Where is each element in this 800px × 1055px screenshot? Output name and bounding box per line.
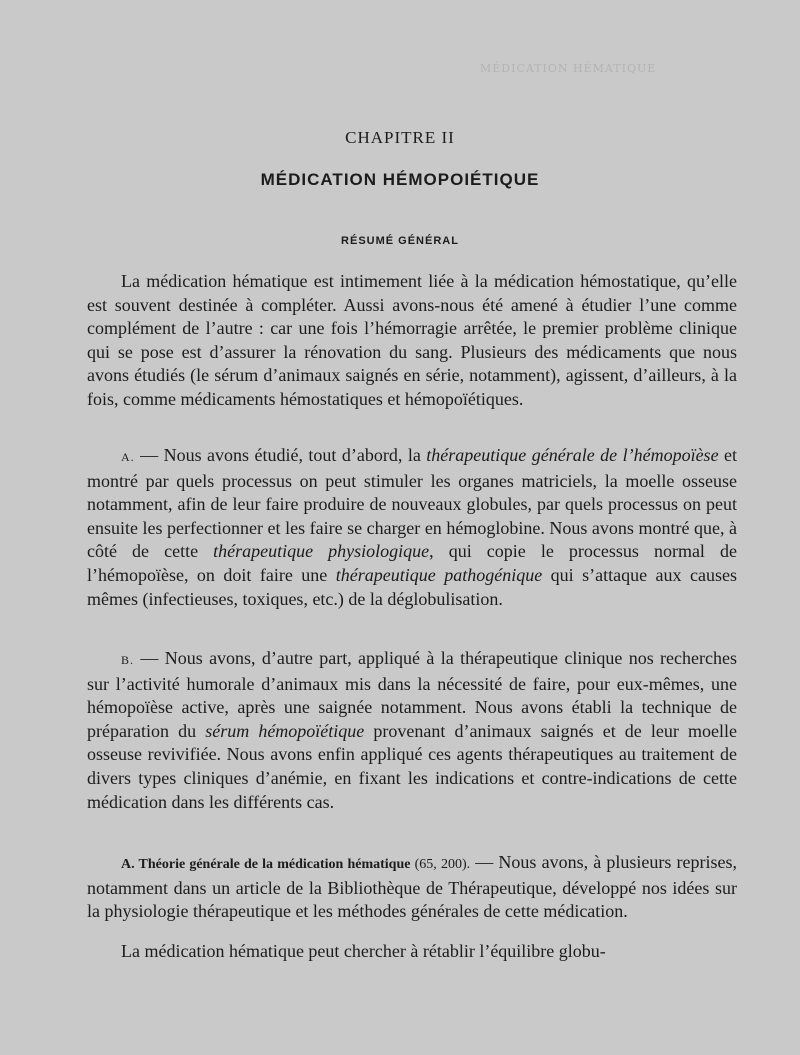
chapter-title: MÉDICATION HÉMOPOIÉTIQUE <box>260 170 540 189</box>
theory-body: — Nous avons, à plusieurs reprises, notamment dans un article de la Bibliothèque de Thérapeutique, développé nos idées sur la physiologie thérapeutique et les méthodes générales de cette médication. <box>87 852 737 922</box>
section-a-run-4: qui s’attaque aux causes mêmes (infectieuses, toxiques, etc.) de la déglobulisation. <box>87 564 737 609</box>
theory-text <box>87 851 737 924</box>
section-b-run-2: provenant d’animaux saignés et de leur moelle osseuse revivifiée. Nous avons enfin appliqué ces agents thérapeutiques au traitement de divers types cliniques d’anémie, en fixant les indications et contre-indications de cette médication dans les différents cas. <box>87 720 737 812</box>
bleed-through-text: MÉDICATION HÉMATIQUE <box>480 62 657 75</box>
chapter-number: CHAPITRE II <box>345 128 455 147</box>
theory-refs: (65, 200). <box>410 857 471 872</box>
closing-text: La médication hématique peut chercher à rétablir l’équilibre globu- <box>121 941 606 961</box>
section-b-paragraph <box>87 647 737 814</box>
section-a-run-1: — Nous avons étudié, tout d’abord, la <box>134 445 427 465</box>
section-b-run-1: — Nous avons, d’autre part, appliqué à la thérapeutique clinique nos recherches sur l’activité humorale d’animaux mis dans la nécessité de faire, pour eux-mêmes, une hémopoïèse active, après une saignée notamment. Nous avons établi la technique de préparation du <box>87 648 737 741</box>
section-a-run-3: , qui copie le processus normal de l’hémopoïèse, on doit faire une <box>87 541 737 585</box>
section-b-label: B. <box>121 653 135 667</box>
section-a-run-2: et montré par quels processus on peut stimuler les organes matriciels, la moelle osseuse notamment, afin de leur faire produire de nouveaux globules, par quels processus on peut ensuite les perfectionner et les faire se charger en hémoglobine. Nous avons montré que, à côté de cette <box>87 445 738 562</box>
section-a-italic-2: thérapeutique physiologique <box>213 541 430 562</box>
section-subtitle: RÉSUMÉ GÉNÉRAL <box>341 235 459 247</box>
section-a-text <box>87 444 737 611</box>
intro-text: La médication hématique est intimement liée à la médication hémostatique, qu’elle est souvent destinée à compléter. Aussi avons-nous été amené à étudier l’une comme complément de l’autre : car une fois l’hémorragie arrêtée, le premier problème clinique qui se pose est d’assurer la rénovation du sang. Plusieurs des médicaments que nous avons étudiés (le sérum d’animaux saignés en série, notamment), agissent, d’ailleurs, à la fois, comme médicaments hémostatiques et hémopoïétiques. <box>87 271 737 409</box>
section-a-italic-1: thérapeutique générale de l’hémopoïèse <box>426 445 719 465</box>
section-b-italic-1: sérum hémopoïétique <box>205 720 365 741</box>
closing-paragraph <box>87 940 737 964</box>
section-a-italic-3: thérapeutique pathogénique <box>335 564 543 585</box>
theory-paragraph <box>87 851 737 924</box>
section-a-paragraph <box>87 444 737 611</box>
intro-paragraph <box>87 270 737 412</box>
theory-heading: A. Théorie générale de la médication hématique <box>121 857 411 872</box>
section-a-label: A. <box>121 450 135 464</box>
section-b-text <box>87 647 737 814</box>
